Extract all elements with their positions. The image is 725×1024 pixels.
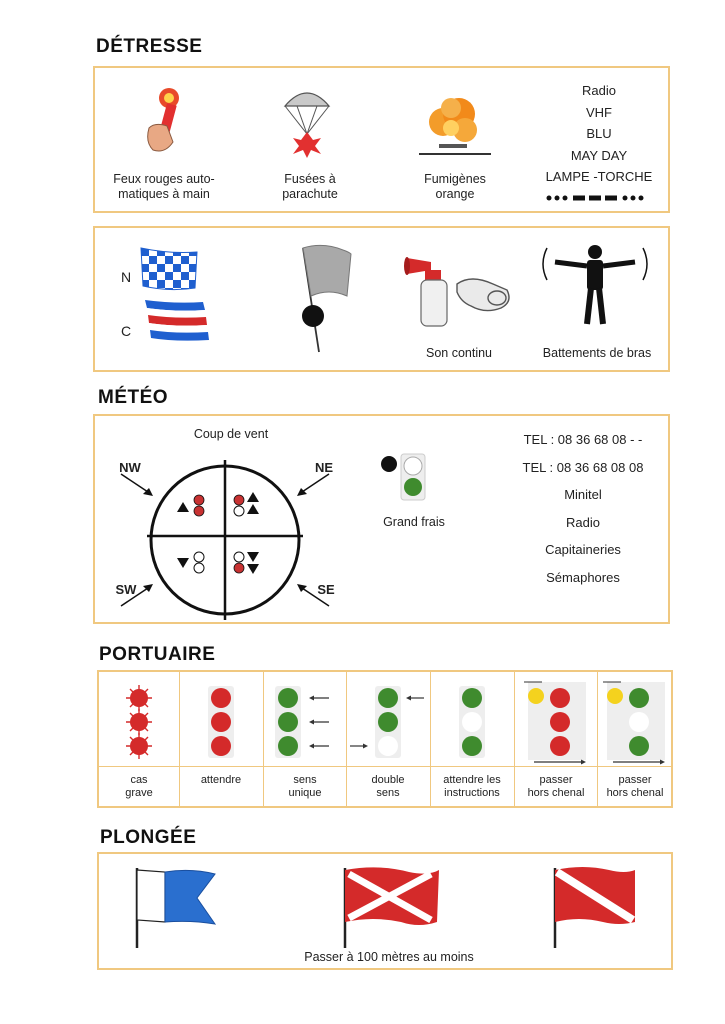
label-line: passer (618, 774, 652, 786)
c-flag-icon (145, 300, 209, 346)
label-line: attendre les (443, 774, 501, 786)
contact-item: Radio (566, 514, 600, 530)
label-line: cas (130, 774, 148, 786)
orange-smoke-icon (415, 84, 495, 164)
radio-item: MAY DAY (570, 147, 628, 163)
label-line: sens (293, 774, 317, 786)
radio-item: BLU (586, 126, 612, 141)
label-line: orange (435, 187, 475, 201)
arm-waving-person-icon (535, 238, 655, 338)
section-title-meteo: MÉTÉO (98, 387, 169, 408)
label-signal-3 (263, 774, 347, 800)
label-fusees (255, 172, 365, 202)
label-line: sens (376, 787, 400, 799)
grid-divider (99, 766, 671, 767)
label-line: hors chenal (527, 787, 585, 799)
label-signal-1 (99, 774, 179, 800)
label-plongee-caption: Passer à 100 mètres au moins (304, 950, 474, 964)
label-signal-6 (514, 774, 598, 800)
dir-sw: SW (115, 582, 137, 597)
radio-item: Radio (582, 83, 616, 98)
label-line: passer (539, 774, 573, 786)
label-coup-de-vent: Coup de vent (193, 427, 269, 441)
detresse-box-2 (93, 226, 670, 372)
parachute-rocket-icon (277, 84, 337, 164)
label-line: Feux rouges auto- (113, 172, 215, 186)
horn-whistle-icon (401, 240, 521, 330)
label-line: Fusées à (284, 172, 336, 186)
radio-item: VHF (586, 104, 612, 120)
dir-se: SE (317, 582, 335, 597)
label-line: Fumigènes (424, 172, 486, 186)
contact-item: Capitaineries (545, 542, 621, 557)
detresse-box-1 (93, 66, 670, 213)
label-signal-7 (597, 774, 673, 800)
flag-letter-n: N (120, 269, 132, 285)
contact-item: Minitel (564, 487, 602, 502)
radio-item: LAMPE -TORCHE (545, 169, 653, 184)
label-fumigenes (395, 172, 515, 202)
signal-attendre-icon (179, 676, 263, 766)
section-title-portuaire: PORTUAIRE (99, 644, 216, 665)
label-son-continu: Son continu (425, 346, 493, 360)
label-line: hors chenal (606, 787, 664, 799)
meteo-contacts (499, 426, 667, 591)
label-line: double (371, 774, 405, 786)
radio-list (533, 80, 665, 188)
label-battements: Battements de bras (542, 346, 652, 360)
diver-down-flag-icon (339, 864, 449, 954)
label-line: grave (125, 787, 153, 799)
signal-hors-chenal-red-icon (514, 676, 598, 766)
label-line: parachute (282, 187, 338, 201)
alpha-flag-icon (131, 864, 231, 954)
contact-item: TEL : 08 36 68 08 08 (522, 459, 644, 475)
label-line: attendre (200, 774, 242, 786)
section-title-plongee: PLONGÉE (100, 827, 197, 848)
portuaire-grid (97, 670, 673, 808)
n-flag-icon (141, 248, 201, 294)
label-line: matiques à main (118, 187, 210, 201)
signal-attendre-instructions-icon (430, 676, 514, 766)
grand-frais-signal-icon (377, 450, 437, 510)
signal-double-sens-icon (346, 676, 430, 766)
label-feux-rouges (99, 172, 229, 202)
label-signal-2 (179, 774, 263, 787)
flag-and-ball-icon (289, 242, 369, 362)
label-line: unique (288, 787, 322, 799)
label-signal-5 (430, 774, 514, 800)
hand-flare-icon (135, 84, 195, 164)
dir-nw: NW (119, 460, 141, 475)
section-title-detresse: DÉTRESSE (96, 36, 203, 57)
wind-compass-diagram (129, 450, 329, 620)
label-signal-4 (346, 774, 430, 800)
diver-flag-icon (549, 864, 649, 954)
dir-ne: NE (314, 460, 334, 475)
plongee-box (97, 852, 673, 970)
contact-item: Sémaphores (546, 569, 620, 585)
label-line: instructions (444, 787, 500, 799)
meteo-box (93, 414, 670, 624)
signal-hors-chenal-green-icon (597, 676, 675, 766)
contact-item: TEL : 08 36 68 08 - - (523, 432, 643, 447)
signal-cas-grave-icon (99, 676, 179, 766)
label-grand-frais: Grand frais (383, 515, 445, 529)
sos-morse-icon (545, 194, 655, 202)
signal-sens-unique-icon (263, 676, 347, 766)
flag-letter-c: C (120, 323, 132, 339)
